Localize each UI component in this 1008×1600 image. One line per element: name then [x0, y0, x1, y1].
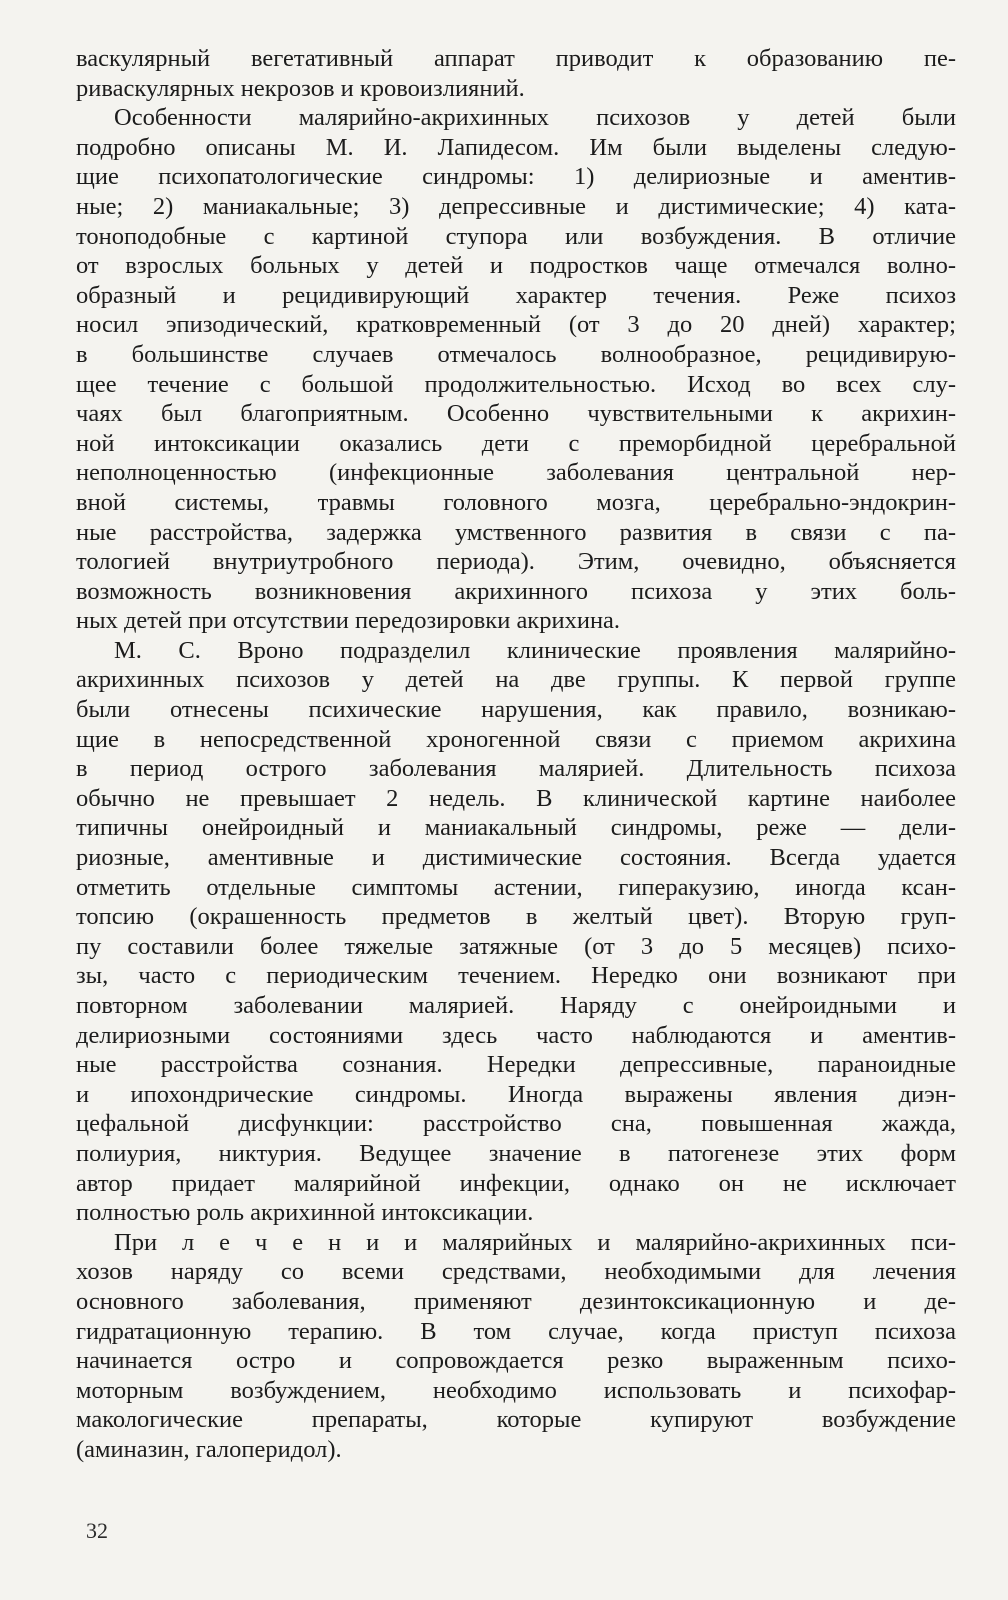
- text-line: чаях был благоприятным. Особенно чувствительными к акрихин-: [76, 400, 956, 428]
- text-line: ной интоксикации оказались дети с преморбидной церебральной: [76, 429, 956, 457]
- text-line: в большинстве случаев отмечалось волнообразное, рецидивирую-: [76, 340, 956, 368]
- text-line: моторным возбуждением, необходимо использовать и психофар-: [76, 1376, 956, 1404]
- text-line: щие в непосредственной хроногенной связи с приемом акрихина: [76, 725, 956, 753]
- text-line: полиурия, никтурия. Ведущее значение в патогенезе этих форм: [76, 1139, 956, 1167]
- text-line: типичны онейроидный и маниакальный синдромы, реже — дели-: [76, 814, 956, 842]
- text-line: М. С. Вроно подразделил клинические проявления малярийно-: [114, 636, 956, 664]
- text-line: цефальной дисфункции: расстройство сна, повышенная жажда,: [76, 1110, 956, 1138]
- text-line: (аминазин, галоперидол).: [76, 1435, 342, 1463]
- page-body: [76, 44, 956, 1465]
- text-line: акрихинных психозов у детей на две группы. К первой группе: [76, 666, 956, 694]
- text-line: тологией внутриутробного периода). Этим, очевидно, объясняется: [76, 548, 956, 576]
- text-line: макологические препараты, которые купируют возбуждение: [76, 1406, 956, 1434]
- text-line: вной системы, травмы головного мозга, церебрально-эндокрин-: [76, 488, 956, 516]
- text-line: делириозными состояниями здесь часто наблюдаются и аментив-: [76, 1021, 956, 1049]
- text-line: щие психопатологические синдромы: 1) делириозные и аментив-: [76, 163, 956, 191]
- text-line: пу составили более тяжелые затяжные (от 3 до 5 месяцев) психо-: [76, 932, 956, 960]
- text-line: возможность возникновения акрихинного психоза у этих боль-: [76, 577, 956, 605]
- text-line: ных детей при отсутствии передозировки акрихина.: [76, 607, 621, 635]
- text-line: от взрослых больных у детей и подростков чаще отмечался волно-: [76, 252, 956, 280]
- text-line: ные расстройства сознания. Нередки депрессивные, параноидные: [76, 1051, 956, 1079]
- text-line: ные расстройства, задержка умственного развития в связи с па-: [76, 518, 956, 546]
- text-line: подробно описаны М. И. Лапидесом. Им были выделены следую-: [76, 133, 956, 161]
- text-line: хозов наряду со всеми средствами, необходимыми для лечения: [76, 1258, 956, 1286]
- text-line: топсию (окрашенность предметов в желтый цвет). Вторую груп-: [76, 903, 956, 931]
- text-line: неполноценностью (инфекционные заболевания центральной нер-: [76, 459, 956, 487]
- text-line: были отнесены психические нарушения, как правило, возникаю-: [76, 696, 956, 724]
- text-line: отметить отдельные симптомы астении, гиперакузию, иногда ксан-: [76, 873, 956, 901]
- text-line: ные; 2) маниакальные; 3) депрессивные и дистимические; 4) ката-: [76, 192, 956, 220]
- text-line: полностью роль акрихинной интоксикации.: [76, 1199, 534, 1227]
- text-line: васкулярный вегетативный аппарат приводит к образованию пе-: [76, 45, 956, 72]
- text-line: автор придает малярийной инфекции, однако он не исключает: [76, 1169, 956, 1197]
- text-line: риозные, аментивные и дистимические состояния. Всегда удается: [76, 844, 956, 872]
- page-number: 32: [86, 1518, 108, 1543]
- text-line: гидратационную терапию. В том случае, когда приступ психоза: [76, 1317, 956, 1345]
- text-line: и ипохондрические синдромы. Иногда выражены явления диэн-: [76, 1080, 956, 1108]
- text-line: основного заболевания, применяют дезинтоксикационную и де-: [76, 1287, 956, 1315]
- text-line: образный и рецидивирующий характер течения. Реже психоз: [76, 281, 956, 309]
- text-line: риваскулярных некрозов и кровоизлияний.: [76, 74, 525, 102]
- text-line: обычно не превышает 2 недель. В клинической картине наиболее: [76, 784, 956, 812]
- text-line: При л е ч е н и и малярийных и малярийно-акрихинных пси-: [114, 1228, 956, 1256]
- text-line: Особенности малярийно-акрихинных психозов у детей были: [114, 104, 956, 132]
- text-line: носил эпизодический, кратковременный (от 3 до 20 дней) характер;: [76, 311, 956, 339]
- text-line: в период острого заболевания малярией. Длительность психоза: [76, 755, 956, 783]
- text-line: начинается остро и сопровождается резко выраженным психо-: [76, 1347, 956, 1375]
- text-line: щее течение с большой продолжительностью. Исход во всех слу-: [76, 370, 956, 398]
- text-line: повторном заболевании малярией. Наряду с онейроидными и: [76, 992, 956, 1019]
- text-line: тоноподобные с картиной ступора или возбуждения. В отличие: [76, 222, 956, 250]
- text-line: зы, часто с периодическим течением. Нередко они возникают при: [76, 962, 956, 990]
